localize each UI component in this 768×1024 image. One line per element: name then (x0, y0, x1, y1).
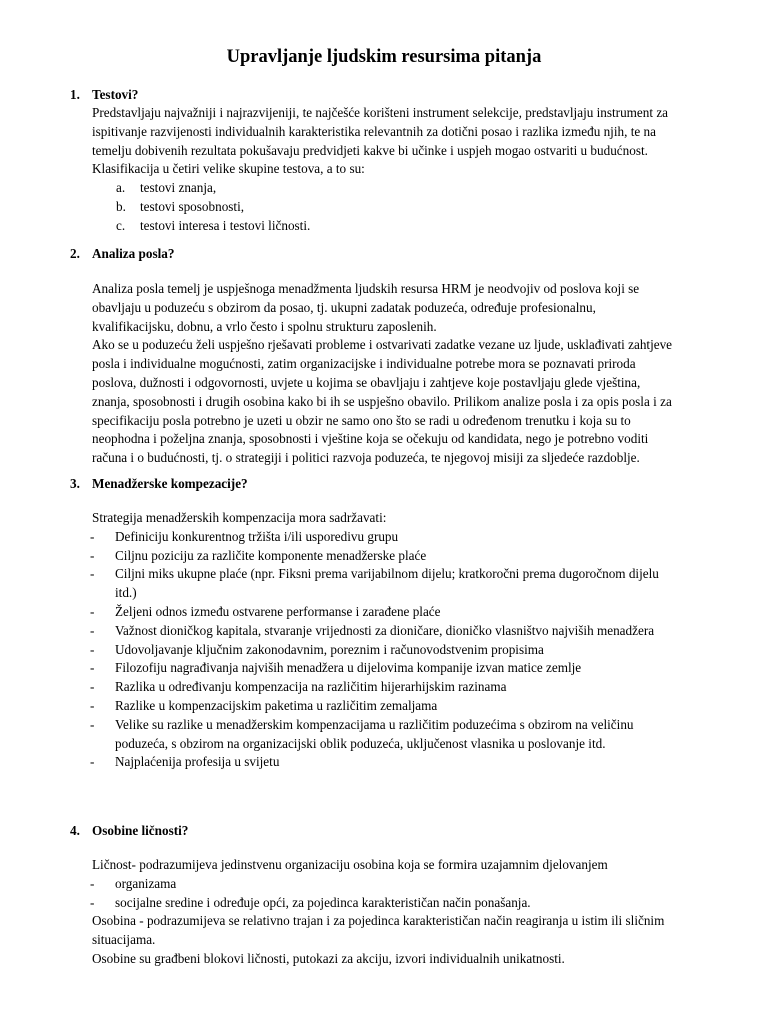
list-item-text: Ciljnu poziciju za različite komponente menadžerske plaće (115, 547, 427, 563)
paragraph-line: Osobina - podrazumijeva se relativno trajan i za pojedinca karakterističan način reagiranja u istim ili sličnim (92, 913, 665, 929)
paragraph-line: Osobine su građbeni blokovi ličnosti, putokazi za akciju, izvori individualnih unikatnosti. (92, 950, 565, 966)
list-item (90, 603, 732, 622)
list-marker: - (90, 679, 95, 695)
list-marker: - (90, 641, 95, 657)
paragraph-line: Strategija menadžerskih kompenzacija mora sadržavati: (92, 510, 387, 525)
paragraph-line: specifikaciju posla potrebno je uzeti u obzir ne samo ono što se radi u određenom trenutku i koja su to (92, 412, 631, 428)
section-heading (70, 475, 248, 494)
paragraph-line: poslova, dužnosti i odgovornosti, uvjete u kojima se obavljaju i zahtjeve koje postavljaju glede vještina, (92, 374, 641, 390)
paragraph-line: Ako se u poduzeću želi uspješno rješavati probleme i ostvarivati zadatke vezane uz ljude, usklađivati zahtjeve (92, 337, 673, 353)
list-marker: - (90, 875, 95, 891)
section-number: 2. (70, 246, 80, 261)
list-item (90, 697, 732, 716)
list-item (90, 622, 732, 641)
section-body (92, 104, 732, 236)
test-types-list (92, 179, 732, 235)
list-item-text: Udovoljavanje ključnim zakonodavnim, poreznim i računovodstvenim propisima (115, 641, 544, 657)
list-item (90, 894, 732, 913)
list-marker: - (90, 660, 95, 676)
list-item-text: Razlika u određivanju kompenzacija na različitim hijerarhijskim razinama (115, 679, 507, 695)
list-marker: - (90, 547, 95, 563)
list-item-text: Filozofiju nagrađivanja najviših menadžera u dijelovima kompanije izvan matice zemlje (115, 660, 582, 676)
list-marker: - (90, 716, 95, 732)
list-item (90, 678, 732, 697)
list-item-text: Definiciju konkurentnog tržišta i/ili usporedivu grupu (115, 528, 399, 544)
paragraph-line: Predstavljaju najvažniji i najrazvijeniji, te najčešće korišteni instrument selekcije, predstavljaju instrument za (92, 105, 669, 120)
section-heading-text: Analiza posla? (92, 246, 175, 261)
list-item (90, 659, 732, 678)
compensation-strategy-list (90, 528, 732, 772)
list-item (90, 528, 732, 547)
paragraph-line: Ličnost- podrazumijeva jedinstvenu organizaciju osobina koja se formira uzajamnim djelovanjem (92, 857, 608, 872)
paragraph-line: posla i individualne mogućnosti, zatim organizacijske i individualne potrebe mora se poznavati priroda (92, 356, 636, 372)
list-marker: - (90, 566, 95, 582)
list-item-text-continued: itd.) (115, 585, 137, 601)
list-item-text: testovi interesa i testovi ličnosti. (140, 217, 311, 233)
list-marker: b. (116, 198, 126, 214)
list-item (90, 875, 732, 894)
paragraph-line: neophodna i poželjna znanja, sposobnosti i vještine koja se očekuju od kandidata, nego je potrebno voditi (92, 431, 649, 447)
list-marker: - (90, 622, 95, 638)
list-item (90, 753, 732, 772)
paragraph-line: računa i o budućnosti, tj. o strategiji i politici razvoja poduzeća, te njegovoj misiji za sljedeće razdoblje. (92, 450, 640, 466)
list-item-text: Najplaćenija profesija u svijetu (115, 754, 280, 770)
list-item (92, 217, 732, 236)
list-marker: c. (116, 217, 126, 233)
list-item-text: testovi sposobnosti, (140, 198, 245, 214)
section-heading-text: Menadžerske kompezacije? (92, 476, 248, 491)
paragraph-line: znanja, sposobnosti i drugih osobina kako bi ih se uspješno obavilo. Prilikom analize posla i za opis posla i za (92, 393, 672, 409)
paragraph-line: kvalifikacijsku, dobnu, a vrlo često i spolnu strukturu zaposlenih. (92, 318, 437, 334)
section-body (92, 509, 732, 772)
list-marker: - (90, 894, 95, 910)
paragraph-line: Analiza posla temelj je uspješnoga menadžmenta ljudskih resursa HRM je neodvojiv od poslova koji se (92, 281, 640, 296)
section-heading-text: Osobine ličnosti? (92, 823, 189, 838)
list-item (92, 198, 732, 217)
section-body (92, 856, 732, 969)
section-body (92, 280, 732, 468)
personality-factors-list (90, 875, 732, 913)
list-item-text: Važnost dioničkog kapitala, stvaranje vrijednosti za dioničare, dioničko vlasništvo najviših menadžera (115, 622, 655, 638)
list-item-text: Velike su razlike u menadžerskim kompenzacijama u različitim poduzećima s obzirom na veličinu (115, 716, 634, 732)
list-marker: - (90, 603, 95, 619)
list-item (90, 565, 732, 603)
list-item-text: Željeni odnos između ostvarene performanse i zarađene plaće (115, 603, 441, 619)
section-heading-text: Testovi? (92, 87, 139, 102)
list-item-text: Razlike u kompenzacijskim paketima u različitim zemaljama (115, 697, 438, 713)
list-item (90, 547, 732, 566)
list-marker: - (90, 528, 95, 544)
list-marker: - (90, 697, 95, 713)
paragraph-line: temelju dobivenih rezultata pokušavaju predvidjeti kakve bi učinke i uspjeh mogao ostvariti u budućnost. (92, 142, 648, 158)
list-item (90, 641, 732, 660)
list-item-text: testovi znanja, (140, 180, 217, 196)
paragraph-line: situacijama. (92, 932, 156, 948)
paragraph-line: ispitivanje razvijenosti individualnih karakteristika relevantnih za dotični posao i razlika između njih, te na (92, 123, 656, 139)
section-heading (70, 86, 138, 105)
section-number: 3. (70, 476, 80, 491)
paragraph-line: Klasifikacija u četiri velike skupine testova, a to su: (92, 161, 365, 177)
list-item-text: organizama (115, 875, 177, 891)
section-heading (70, 822, 188, 841)
list-item (90, 716, 732, 754)
list-marker: - (90, 754, 95, 770)
list-marker: a. (116, 180, 126, 196)
list-item-text-continued: poduzeća, s obzirom na organizacijski oblik poduzeća, uključenost vlasnika u poslovanje itd. (115, 735, 606, 751)
section-number: 4. (70, 823, 80, 838)
section-heading (70, 245, 174, 264)
list-item (92, 179, 732, 198)
list-item-text: socijalne sredine i određuje opći, za pojedinca karakterističan način ponašanja. (115, 894, 531, 910)
list-item-text: Ciljni miks ukupne plaće (npr. Fiksni prema varijabilnom dijelu; kratkoročni prema dugoročnom dijelu (115, 566, 659, 582)
document-title: Upravljanje ljudskim resursima pitanja (226, 47, 542, 67)
section-number: 1. (70, 87, 80, 102)
paragraph-line: obavljaju u poduzeću s obzirom da posao, tj. ukupni zadatak poduzeća, određuje profesionalnu, (92, 299, 596, 315)
